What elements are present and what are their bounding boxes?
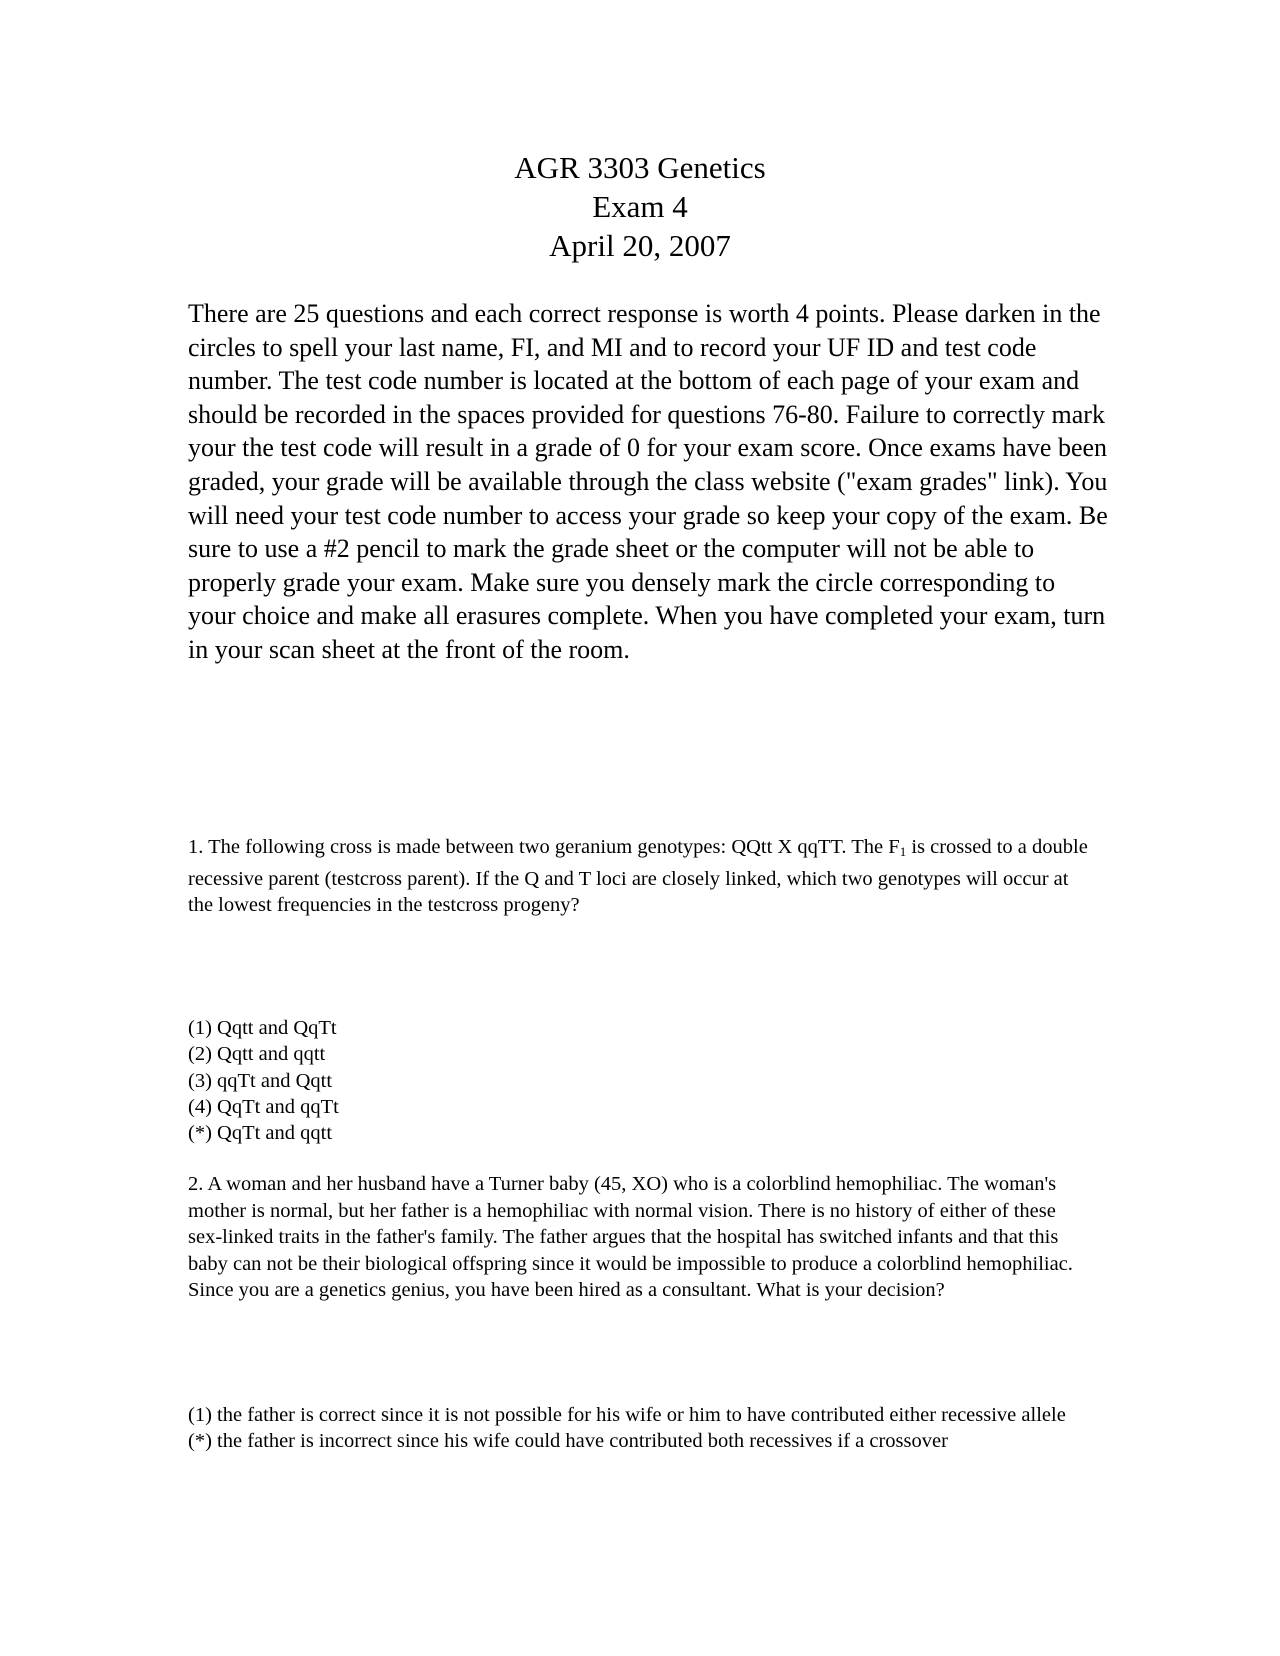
question-1-option: (1) Qqtt and QqTt (188, 1017, 337, 1039)
question-2-option: (1) the father is correct since it is not possible for his wife or him to have contributed either recessive allele (188, 1404, 1066, 1426)
question-2-options (188, 1402, 1093, 1455)
exam-instructions: There are 25 questions and each correct response is worth 4 points. Please darken in the circles to spell your last name, FI, and MI and to record your UF ID and test code number. The test code number is located at the bottom of each page of your exam and should be recorded in the spaces provided for questions 76-80. Failure to correctly mark your the test code will result in a grade of 0 for your exam score. Once exams have been graded, your grade will be available through the class website ("exam grades" link). You will need your test code number to access your grade so keep your copy of the exam. Be sure to use a #2 pencil to mark the grade sheet or the computer will not be able to properly grade your exam. Make sure you densely mark the circle corresponding to your choice and make all erasures complete. When you have completed your exam, turn in your scan sheet at the front of the room. (188, 299, 1108, 664)
question-2-option-correct: (*) the father is incorrect since his wife could have contributed both recessives if a crossover (188, 1430, 948, 1453)
question-1-stem (188, 834, 1093, 919)
course-title: AGR 3303 Genetics (514, 150, 766, 185)
f1-subscript: 1 (899, 844, 907, 859)
question-1-stem-part2: is crossed to a double recessive parent (testcross parent). If the Q and T loci are closely linked, which two genotypes will occur at the lowest frequencies in the testcross progeny? (188, 836, 1088, 916)
question-1-option: (2) Qqtt and qqtt (188, 1043, 326, 1066)
question-1-option: (4) QqTt and qqTt (188, 1095, 339, 1118)
question-1-options (188, 1015, 1093, 1146)
exam-date: April 20, 2007 (549, 228, 731, 263)
question-1-option: (3) qqTt and Qqtt (188, 1069, 333, 1092)
question-1-stem-part1: 1. The following cross is made between two geranium genotypes: QQtt X qqTT. The F (188, 836, 900, 858)
question-2-stem: 2. A woman and her husband have a Turner baby (45, XO) who is a colorblind hemophiliac. The woman's mother is normal, but her father is a hemophiliac with normal vision. There is no history of either of these sex-linked traits in the father's family. The father argues that the hospital has switched infants and that this baby can not be their biological offspring since it would be impossible to produce a colorblind hemophiliac. Since you are a genetics genius, you have been hired as a consultant. What is your decision? (188, 1173, 1073, 1301)
question-1-option-correct: (*) QqTt and qqtt (188, 1122, 333, 1145)
exam-header (0, 148, 1280, 265)
exam-number: Exam 4 (592, 189, 688, 224)
